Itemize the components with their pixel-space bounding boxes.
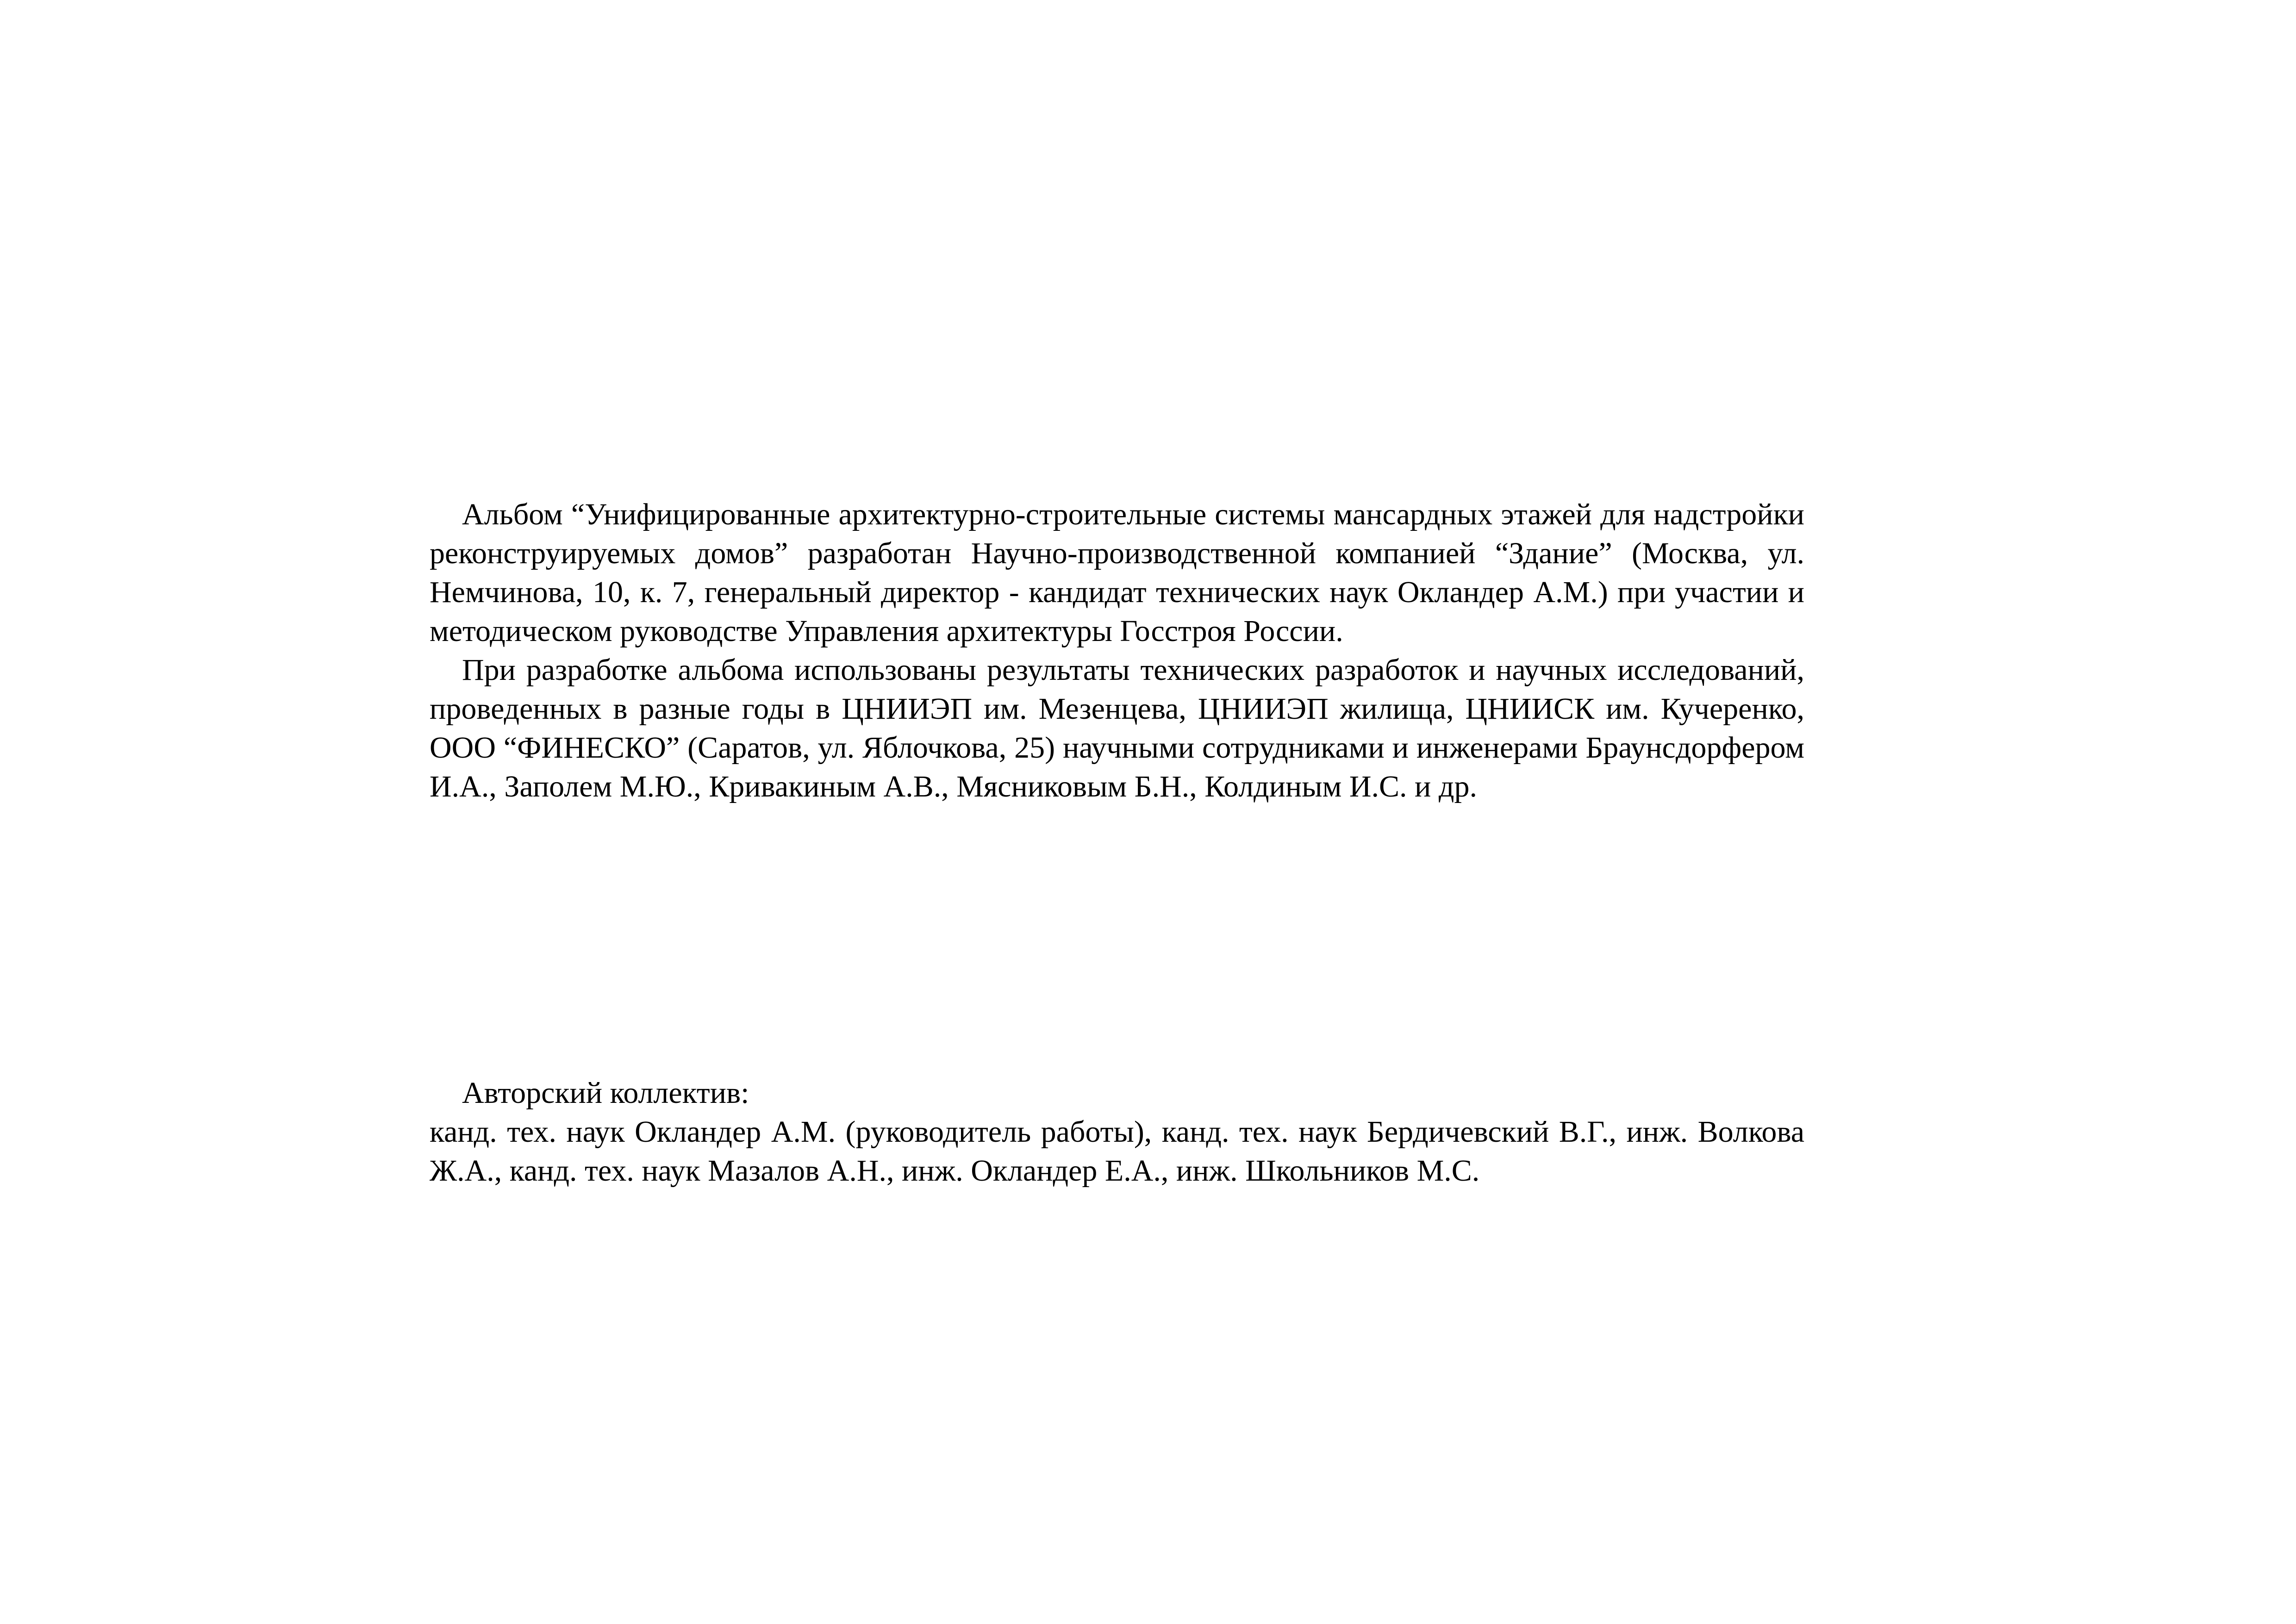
intro-paragraph-1: Альбом “Унифицированные архитектурно-строительные системы мансардных этажей для надстройки реконструируемых домов” разработан Научно-производственной компанией “Здание” (Москва, ул. Немчинова, 10, к. 7, генеральный директор - кандидат технических наук Окландер А.М.) при участии и методическом руководстве Управления архитектуры Госстроя России. (430, 498, 1804, 648)
intro-section (430, 495, 1804, 806)
intro-paragraph-2: При разработке альбома использованы результаты технических разработок и научных исследований, проведенных в разные годы в ЦНИИЭП им. Мезенцева, ЦНИИЭП жилища, ЦНИИСК им. Кучеренко, ООО “ФИНЕСКО” (Саратов, ул. Яблочкова, 25) научными сотрудниками и инженерами Браунсдорфером И.А., Заполем М.Ю., Кривакиным А.В., Мясниковым Б.Н., Колдиным И.С. и др. (430, 653, 1804, 803)
authors-section (430, 1074, 1804, 1190)
authors-list: канд. тех. наук Окландер А.М. (руководитель работы), канд. тех. наук Бердичевский В.Г., инж. Волкова Ж.А., канд. тех. наук Мазалов А.Н., инж. Окландер Е.А., инж. Школьников М.С. (430, 1115, 1804, 1188)
authors-heading: Авторский коллектив: (462, 1076, 749, 1110)
